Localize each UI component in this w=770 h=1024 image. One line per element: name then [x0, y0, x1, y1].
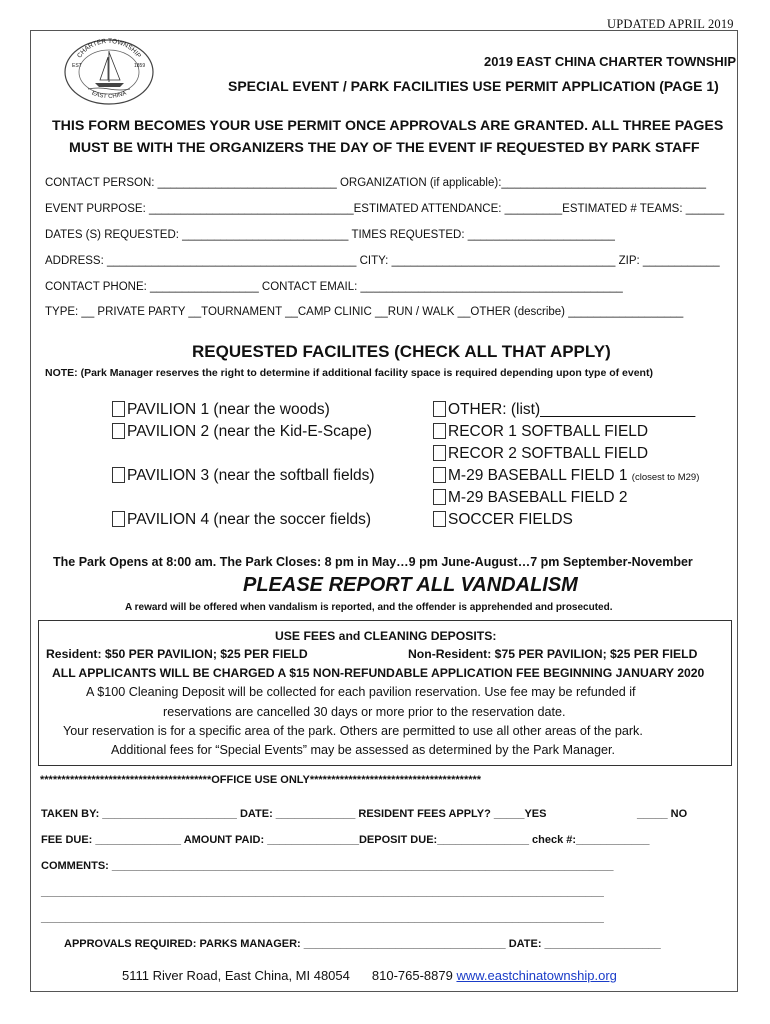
facilities-note: NOTE: (Park Manager reserves the right to determine if additional facility space is required depending upon type of event) — [45, 367, 653, 379]
footer-address: 5111 River Road, East China, MI 48054 — [122, 968, 350, 983]
comments-blank-line[interactable]: ____________________________________________________________________________________________ — [41, 886, 604, 898]
seal-right-text: 1859 — [134, 63, 146, 69]
comments-blank-line[interactable]: ____________________________________________________________________________________________ — [41, 912, 604, 924]
taken-by-line[interactable]: TAKEN BY: ______________________ DATE: _____________ RESIDENT FEES APPLY? _____YES — [41, 808, 547, 820]
facility-label: PAVILION 2 (near the Kid-E-Scape) — [127, 423, 372, 440]
facility-note: (closest to M29) — [631, 472, 700, 483]
facility-pavilion-2[interactable] — [112, 423, 372, 441]
event-type-line[interactable]: TYPE: __ PRIVATE PARTY __TOURNAMENT __CAMP CLINIC __RUN / WALK __OTHER (describe) __________________ — [45, 306, 684, 318]
facility-pavilion-4[interactable] — [112, 511, 371, 529]
fees-title: USE FEES and CLEANING DEPOSITS: — [275, 629, 497, 643]
facility-label: OTHER: (list)__________________ — [448, 401, 696, 418]
checkbox[interactable] — [112, 401, 125, 417]
facility-label: M-29 BASEBALL FIELD 2 — [448, 489, 628, 506]
facility-m29-field-2[interactable] — [433, 489, 627, 507]
reservation-area-note: Your reservation is for a specific area of the park. Others are permitted to use all other areas of the park. — [63, 724, 643, 738]
facility-pavilion-3[interactable] — [112, 467, 375, 485]
fee-due-line[interactable]: FEE DUE: ______________ AMOUNT PAID: _______________DEPOSIT DUE:_______________ check #:____________ — [41, 834, 650, 846]
office-use-divider: ****************************************OFFICE USE ONLY**************************************** — [40, 774, 482, 786]
contact-person-line[interactable]: CONTACT PERSON: ____________________________ ORGANIZATION (if applicable):________________________________ — [45, 177, 707, 189]
address-line[interactable]: ADDRESS: _______________________________________ CITY: ___________________________________ ZIP: ____________ — [45, 255, 720, 267]
footer-contact — [122, 968, 617, 983]
resident-fees: Resident: $50 PER PAVILION; $25 PER FIELD — [46, 647, 308, 661]
dates-requested-line[interactable]: DATES (S) REQUESTED: __________________________ TIMES REQUESTED: _______________________ — [45, 229, 615, 241]
seal-bottom-text: EAST CHINA — [90, 90, 128, 100]
facility-label: RECOR 2 SOFTBALL FIELD — [448, 445, 649, 462]
facilities-title: REQUESTED FACILITES (CHECK ALL THAT APPLY) — [192, 342, 611, 361]
facility-recor-1[interactable] — [433, 423, 648, 441]
facility-label: M-29 BASEBALL FIELD 1 — [448, 467, 628, 484]
resident-no-line[interactable]: _____ NO — [637, 808, 688, 820]
facility-m29-field-1[interactable] — [433, 467, 699, 485]
checkbox[interactable] — [433, 511, 446, 527]
nonresident-fees: Non-Resident: $75 PER PAVILION; $25 PER FIELD — [408, 647, 698, 661]
facility-label: RECOR 1 SOFTBALL FIELD — [448, 423, 649, 440]
checkbox[interactable] — [433, 423, 446, 439]
cleaning-deposit-line-1: A $100 Cleaning Deposit will be collected for each pavilion reservation. Use fee may be refunded if — [86, 685, 636, 699]
updated-date: UPDATED APRIL 2019 — [607, 17, 734, 31]
vandalism-title: PLEASE REPORT ALL VANDALISM — [243, 574, 578, 596]
vandalism-subtitle: A reward will be offered when vandalism is reported, and the offender is apprehended and prosecuted. — [125, 602, 613, 613]
checkbox[interactable] — [433, 467, 446, 483]
checkbox[interactable] — [433, 445, 446, 461]
township-seal-logo — [62, 37, 156, 105]
checkbox[interactable] — [112, 511, 125, 527]
facility-label: PAVILION 1 (near the woods) — [127, 401, 330, 418]
cleaning-deposit-line-2: reservations are cancelled 30 days or more prior to the reservation date. — [163, 705, 566, 719]
facility-recor-2[interactable] — [433, 445, 648, 463]
checkbox[interactable] — [433, 401, 446, 417]
comments-line[interactable]: COMMENTS: __________________________________________________________________________________ — [41, 860, 614, 872]
park-hours: The Park Opens at 8:00 am. The Park Closes: 8 pm in May…9 pm June-August…7 pm September-November — [53, 555, 693, 569]
facility-label: PAVILION 3 (near the softball fields) — [127, 467, 375, 484]
checkbox[interactable] — [112, 423, 125, 439]
facility-soccer-fields[interactable] — [433, 511, 573, 529]
facility-label: PAVILION 4 (near the soccer fields) — [127, 511, 372, 528]
facility-label: SOCCER FIELDS — [448, 511, 573, 528]
facility-pavilion-1[interactable] — [112, 401, 330, 419]
seal-top-text: CHARTER TOWNSHIP — [76, 37, 142, 60]
facility-other[interactable] — [433, 401, 695, 419]
event-purpose-line[interactable]: EVENT PURPOSE: ________________________________ESTIMATED ATTENDANCE: _________ESTIMATED # TEAMS: ______ — [45, 203, 725, 215]
approvals-line[interactable]: APPROVALS REQUIRED: PARKS MANAGER: _________________________________ DATE: ___________________ — [64, 938, 661, 950]
special-event-fees-note: Additional fees for “Special Events” may be assessed as determined by the Park Manager. — [111, 743, 616, 757]
footer-phone: 810-765-8879 — [371, 968, 453, 983]
header-township: 2019 EAST CHINA CHARTER TOWNSHIP — [484, 54, 737, 69]
application-fee: ALL APPLICANTS WILL BE CHARGED A $15 NON-REFUNDABLE APPLICATION FEE BEGINNING JANUARY 2020 — [52, 666, 705, 680]
seal-left-text: EST — [72, 63, 82, 69]
notice-line-1: THIS FORM BECOMES YOUR USE PERMIT ONCE APPROVALS ARE GRANTED. ALL THREE PAGES — [52, 118, 724, 134]
contact-phone-line[interactable]: CONTACT PHONE: _________________ CONTACT EMAIL: _________________________________________ — [45, 281, 623, 293]
checkbox[interactable] — [433, 489, 446, 505]
website-link[interactable]: www.eastchinatownship.org — [456, 968, 617, 983]
notice-line-2: MUST BE WITH THE ORGANIZERS THE DAY OF THE EVENT IF REQUESTED BY PARK STAFF — [69, 140, 700, 156]
checkbox[interactable] — [112, 467, 125, 483]
page-title: SPECIAL EVENT / PARK FACILITIES USE PERMIT APPLICATION (PAGE 1) — [228, 78, 719, 94]
